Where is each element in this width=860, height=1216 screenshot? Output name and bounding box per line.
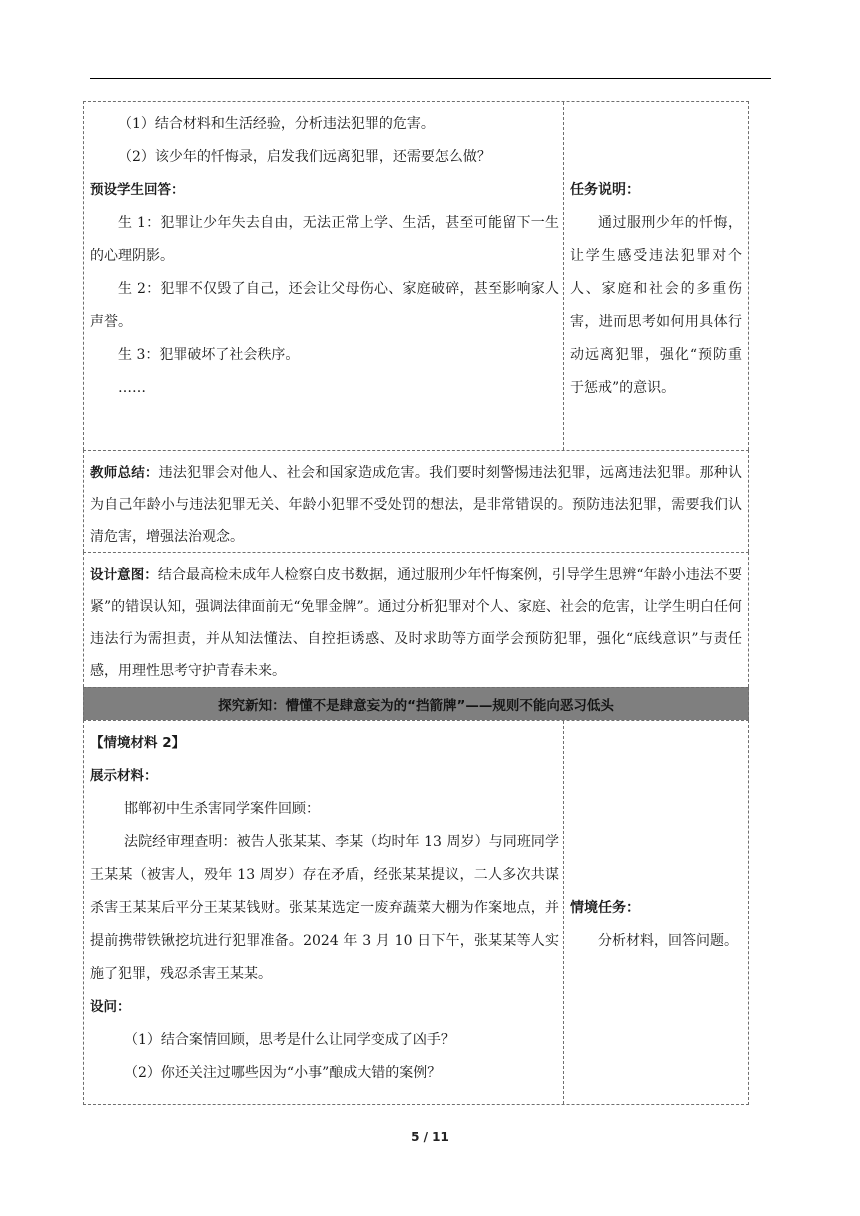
lesson-table: [83, 101, 749, 1105]
scenario-question-1: （1）结合案情回顾，思考是什么让同学变成了凶手？: [124, 1032, 455, 1048]
question-label: 设问：: [90, 999, 131, 1015]
discussion-row: [83, 101, 749, 450]
scenario-row: [83, 720, 749, 1105]
show-material-label: 展示材料：: [90, 768, 158, 784]
student-answer-1: 生 1：犯罪让少年失去自由，无法正常上学、生活，甚至可能留下一生的心理阴影。: [90, 215, 559, 264]
design-cell: [84, 553, 748, 687]
scenario-task-cell: [564, 721, 748, 1104]
scenario-main-cell: [84, 721, 564, 1104]
question-1: （1）结合材料和生活经验，分析违法犯罪的危害。: [118, 116, 435, 132]
summary-row: [83, 450, 749, 552]
scenario-question-2: （2）你还关注过哪些因为“小事”酿成大错的案例？: [124, 1065, 442, 1081]
section-banner: [83, 687, 749, 720]
scenario-task-text: 分析材料，回答问题。: [598, 933, 738, 949]
preset-answers-label: 预设学生回答：: [90, 182, 185, 198]
task-note-label: 任务说明：: [570, 182, 640, 198]
design-row: [83, 552, 749, 687]
summary-label: 教师总结：: [90, 465, 159, 481]
ellipsis: ……: [118, 380, 146, 396]
question-2: （2）该少年的忏悔录，启发我们远离犯罪，还需要怎么做？: [118, 149, 491, 165]
case-title: 邯郸初中生杀害同学案件回顾：: [124, 801, 320, 817]
student-answer-2: 生 2：犯罪不仅毁了自己，还会让父母伤心、家庭破碎，甚至影响家人声誉。: [90, 281, 559, 330]
summary-text: 违法犯罪会对他人、社会和国家造成危害。我们要时刻警惕违法犯罪，远离违法犯罪。那种认为自己年龄小与违法犯罪无关、年龄小犯罪不受处罚的想法，是非常错误的。预防违法犯罪，需要我们认清危害，增强法治观念。: [90, 465, 743, 545]
header-rule: [90, 78, 771, 79]
discussion-main-cell: [84, 102, 564, 450]
page-number: 5 / 11: [411, 1130, 449, 1144]
design-label: 设计意图：: [90, 567, 158, 583]
design-text: 结合最高检未成年人检察白皮书数据，通过服刑少年忏悔案例，引导学生思辨“年龄小违法不要紧”的错误认知，强调法律面前无“免罪金牌”。通过分析犯罪对个人、家庭、社会的危害，让学生明白任何违法行为需担责，并从知法懂法、自控拒诱惑、及时求助等方面学会预防犯罪，强化“底线意识”与责任感，用理性思考守护青春未来。: [90, 567, 743, 679]
scenario-task-label: 情境任务：: [570, 900, 640, 916]
student-answer-3: 生 3：犯罪破坏了社会秩序。: [118, 347, 300, 363]
summary-cell: [84, 451, 748, 552]
material-label: 【情境材料 2】: [90, 735, 186, 751]
section-banner-title: 探究新知：懵懂不是肆意妄为的“挡箭牌”——规则不能向恶习低头: [218, 698, 614, 714]
task-note-cell: [564, 102, 748, 450]
task-note-text: 通过服刑少年的忏悔，让学生感受违法犯罪对个人、家庭和社会的多重伤害，进而思考如何用具体行动远离犯罪，强化“预防重于惩戒”的意识。: [570, 215, 742, 396]
case-text: 法院经审理查明：被告人张某某、李某（均时年 13 周岁）与同班同学王某某（被害人，殁年 13 周岁）存在矛盾，经张某某提议，二人多次共谋杀害王某某后平分王某某钱财。张某某选定一废弃蔬菜大棚为作案地点，并提前携带铁锹挖坑进行犯罪准备。2024 年 3 月 10 日下午，张某某等人实施了犯罪，残忍杀害王某某。: [90, 834, 559, 982]
